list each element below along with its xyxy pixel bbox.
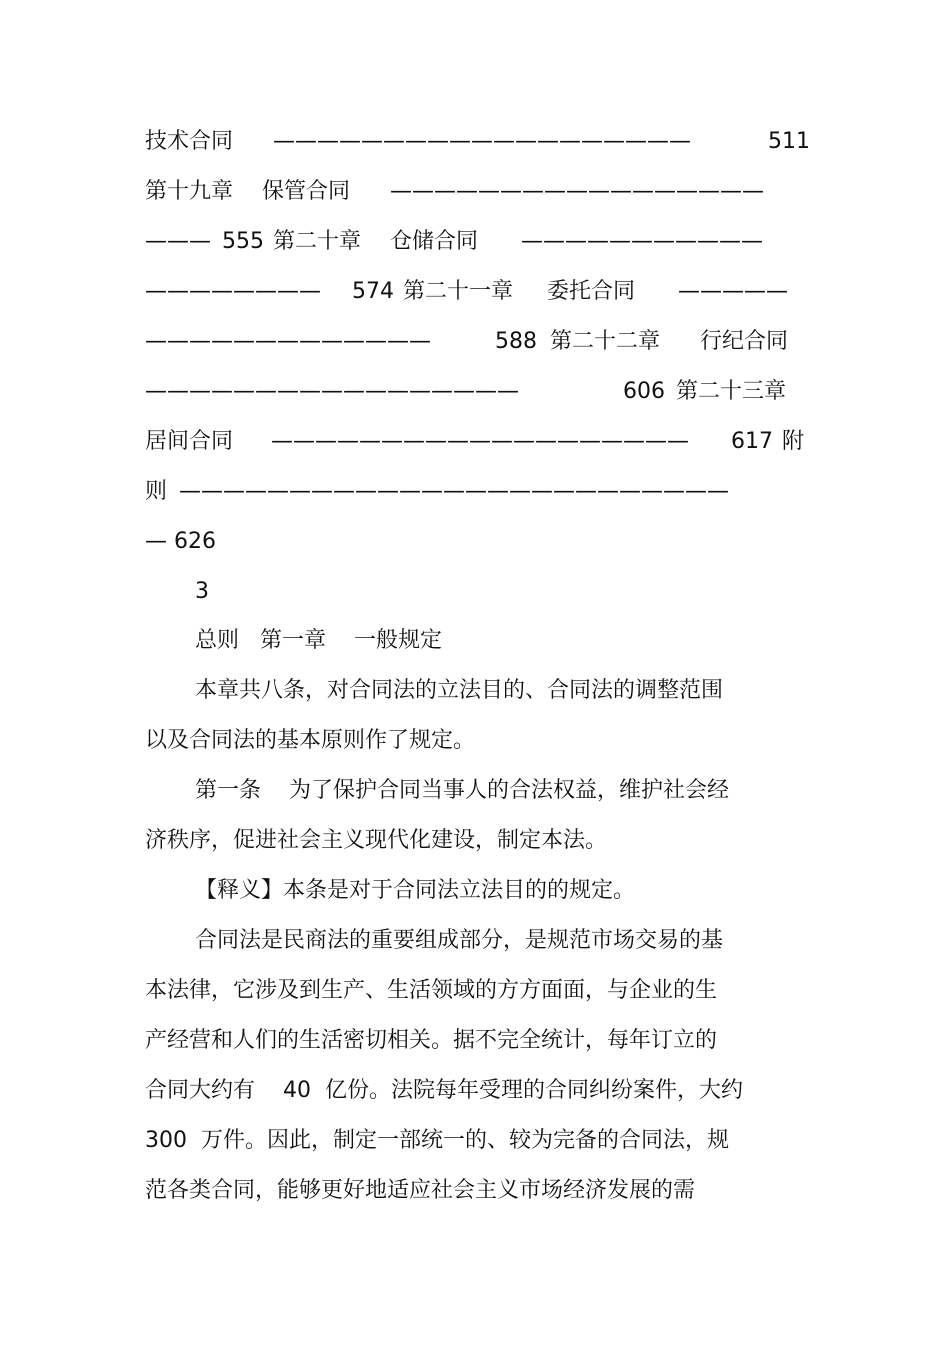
toc-page-number: 511 (768, 129, 810, 154)
toc-page-number: 574 (352, 279, 394, 304)
paragraph-line: 合同法是民商法的重要组成部分，是规范市场交易的基 (195, 928, 724, 953)
interpretation-line: 【释义】本条是对于合同法立法目的的规定。 (195, 878, 636, 903)
toc-page-number: 617 (731, 429, 773, 454)
paragraph-line: 300 万件。因此，制定一部统一的、较为完备的合同法，规 (145, 1128, 729, 1153)
toc-chapter: 第十九章 (145, 179, 234, 204)
toc-page-number: 555 (222, 229, 264, 254)
toc-page-number: 588 (495, 329, 537, 354)
toc-title: 委托合同 (547, 279, 636, 304)
paragraph-line: 以及合同法的基本原则作了规定。 (145, 728, 476, 753)
page-number: 3 (195, 579, 209, 604)
toc-chapter: 第二十章 (273, 229, 362, 254)
toc-leader: ————————————————— (390, 179, 764, 204)
paragraph-line: 范各类合同，能够更好地适应社会主义市场经济发展的需 (145, 1178, 696, 1203)
toc-title: 仓储合同 (390, 229, 479, 254)
toc-page-number: — 626 (145, 529, 216, 554)
toc-leader: ——— (145, 229, 211, 254)
toc-chapter: 第二十一章 (403, 279, 514, 304)
paragraph-line: 本法律，它涉及到生产、生活领域的方方面面，与企业的生 (145, 978, 718, 1003)
paragraph-line: 本章共八条，对合同法的立法目的、合同法的调整范围 (195, 678, 724, 703)
toc-leader: ————————————————————————— (179, 479, 729, 504)
toc-leader: ————————————————— (145, 379, 519, 404)
toc-leader: ——————————————————— (271, 429, 689, 454)
toc-leader: ———————— (145, 279, 321, 304)
toc-chapter: 第二十二章 (550, 329, 661, 354)
article-line: 第一条 为了保护合同当事人的合法权益，维护社会经 (195, 778, 729, 803)
chapter-heading: 总则 第一章 一般规定 (195, 628, 442, 653)
toc-title: 则 (145, 479, 168, 504)
toc-leader: ————————————— (145, 329, 431, 354)
toc-leader: ——————————— (521, 229, 763, 254)
toc-title: 保管合同 (262, 179, 351, 204)
toc-title: 技术合同 (145, 129, 234, 154)
toc-title: 附 (782, 429, 805, 454)
paragraph-line: 合同大约有 40 亿份。法院每年受理的合同纠纷案件，大约 (145, 1078, 743, 1103)
paragraph-line: 产经营和人们的生活密切相关。据不完全统计，每年订立的 (145, 1028, 718, 1053)
toc-page-number: 606 (623, 379, 665, 404)
toc-chapter: 第二十三章 (676, 379, 787, 404)
toc-title: 居间合同 (145, 429, 234, 454)
article-line: 济秩序，促进社会主义现代化建设，制定本法。 (145, 828, 608, 853)
toc-leader: ————— (678, 279, 788, 304)
toc-leader: ——————————————————— (273, 129, 691, 154)
toc-title: 行纪合同 (700, 329, 789, 354)
